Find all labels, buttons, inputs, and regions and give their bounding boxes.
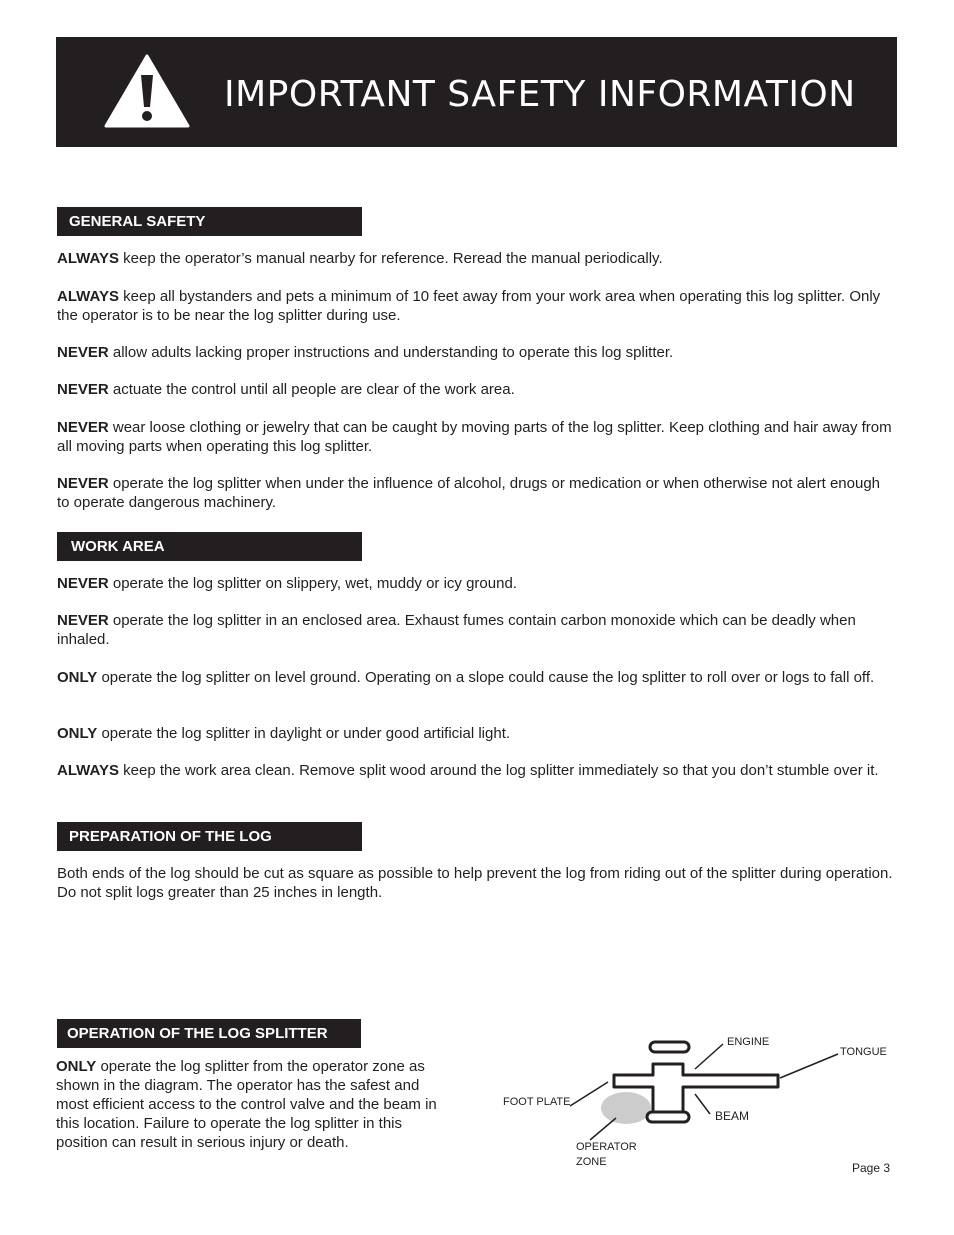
operator-zone-marker [601, 1092, 651, 1124]
beam-label: BEAM [715, 1109, 750, 1123]
operator-zone-label-line2: ZONE [576, 1156, 607, 1168]
work-area-item: ONLY operate the log splitter in daylight or under good artificial light. [57, 725, 511, 742]
engine-shape [650, 1042, 689, 1052]
work-area-header: WORK AREA [57, 532, 362, 561]
tongue-label: TONGUE [840, 1046, 887, 1058]
general-safety-header: GENERAL SAFETY [57, 207, 362, 236]
operation-header: OPERATION OF THE LOG SPLITTER [57, 1019, 361, 1048]
operation-text: ONLY operate the log splitter from the operator zone as shown in the diagram. The operator has the safest and most efficient access to the control valve and the beam in this location. Failure to operate the log splitter in this position can result in serious injury or death. [56, 1058, 437, 1151]
general-safety-item: NEVER allow adults lacking proper instructions and understanding to operate this log splitter. [57, 344, 674, 361]
engine-label: ENGINE [727, 1036, 770, 1048]
general-safety-item: NEVER wear loose clothing or jewelry that can be caught by moving parts of the log splitter. Keep clothing and hair away from all moving parts when operating this log splitter. [57, 419, 892, 455]
preparation-header: PREPARATION OF THE LOG [57, 822, 362, 851]
general-safety-item: NEVER actuate the control until all people are clear of the work area. [57, 381, 515, 398]
preparation-text: Both ends of the log should be cut as square as possible to help prevent the log from riding out of the splitter during operation. Do not split logs greater than 25 inches in length. [57, 865, 893, 901]
banner-title: IMPORTANT SAFETY INFORMATION [224, 74, 856, 115]
work-area-item: NEVER operate the log splitter on slippery, wet, muddy or icy ground. [57, 575, 517, 592]
general-safety-item: ALWAYS keep the operator’s manual nearby for reference. Reread the manual periodically. [57, 250, 663, 267]
operator-zone-diagram [500, 1030, 900, 1175]
work-area-item: ALWAYS keep the work area clean. Remove split wood around the log splitter immediately so that you don’t stumble over it. [57, 762, 879, 779]
warning-triangle-icon [104, 53, 190, 129]
work-area-item: NEVER operate the log splitter in an enclosed area. Exhaust fumes contain carbon monoxide which can be deadly when inhaled. [57, 612, 856, 648]
foot-plate-label: FOOT PLATE [503, 1096, 571, 1108]
page-number: Page 3 [852, 1161, 891, 1175]
general-safety-item: NEVER operate the log splitter when under the influence of alcohol, drugs or medication or when otherwise not alert enough to operate dangerous machinery. [57, 475, 881, 511]
work-area-item: ONLY operate the log splitter on level ground. Operating on a slope could cause the log splitter to roll over or logs to fall off. [57, 669, 875, 686]
operator-zone-label-line1: OPERATOR [576, 1141, 637, 1153]
general-safety-item: ALWAYS keep all bystanders and pets a minimum of 10 feet away from your work area when operating this log splitter. Only the operator is to be near the log splitter during use. [57, 288, 881, 324]
safety-banner [56, 37, 897, 147]
